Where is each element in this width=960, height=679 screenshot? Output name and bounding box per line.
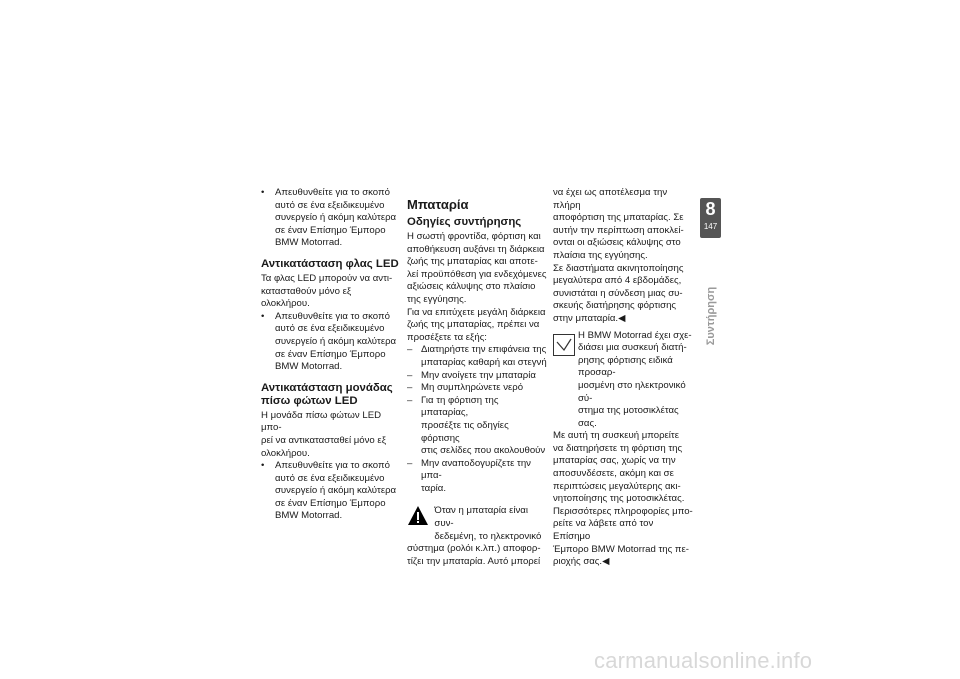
note-text: Με αυτή τη συσκευή μπορείτε να διατηρήσετε τη φόρτιση της μπαταρίας σας, χωρίς να την αποσυνδέσετε, ακόμη και σε περιπτώσεις μεγαλύτερης ακι- νητοποίησης της μοτοσικλέτας. Περισσότερες πληροφορίες μπο- ρείτε να λάβετε από τον Επίσημο Έμπορο BMW Motorrad της πε- ριοχής σας.◀ bbox=[553, 430, 693, 568]
list-item bbox=[407, 370, 547, 383]
list-item bbox=[407, 395, 547, 458]
dash-mark: – bbox=[407, 344, 413, 356]
bullet-item bbox=[261, 187, 399, 250]
note-text: Η BMW Motorrad έχει σχε- διάσει μια συσκευή διατή- ρησης φόρτισης ειδικά προσαρ- μοσμένη στο ηλεκτρονικό σύ- στημα της μοτοσικλέτας σας. bbox=[578, 329, 692, 429]
list-item bbox=[407, 382, 547, 395]
list-item-text: Μη συμπληρώνετε νερό bbox=[421, 382, 524, 394]
bullet-mark: • bbox=[261, 310, 265, 322]
maintenance-list bbox=[407, 344, 547, 495]
heading-rear-light-replacement: Αντικατάσταση μονάδας πίσω φώτων LED bbox=[261, 381, 393, 407]
heading-flash-replacement: Αντικατάσταση φλας LED bbox=[261, 257, 399, 270]
list-item-text: Για τη φόρτιση της μπαταρίας, προσέξτε τις οδηγίες φόρτισης στις σελίδες που ακολουθούν bbox=[421, 394, 546, 457]
chapter-tab bbox=[700, 198, 721, 238]
list-item bbox=[407, 344, 547, 369]
battery-text: να έχει ως αποτέλεσμα την πλήρη αποφόρτιση της μπαταρίας. Σε αυτήν την περίπτωση αποκλεί- ονται οι αξιώσεις κάλυψης στο πλαίσια της εγγύησης. bbox=[553, 187, 684, 261]
text-flash-replacement: Τα φλας LED μπορούν να αντι- κατασταθούν μόνο εξ ολοκλήρου. bbox=[261, 272, 393, 310]
list-item-text: Μην αναποδογυρίζετε την μπα- ταρία. bbox=[421, 457, 531, 494]
dash-mark: – bbox=[407, 457, 413, 469]
warning-text: σύστημα (ρολόι κ.λπ.) αποφορ- τίζει την μπαταρία. Αυτό μπορεί bbox=[407, 543, 541, 567]
note-block bbox=[553, 330, 693, 569]
bullet-text: Απευθυνθείτε για το σκοπό αυτό σε ένα εξειδικευμένο συνεργείο ή ακόμη καλύτερα σε έναν Επίσημο Έμπορο BMW Motorrad. bbox=[275, 310, 397, 373]
battery-text: Σε διαστήματα ακινητοποίησης μεγαλύτερα από 4 εβδομάδες, συνιστάται η σύνδεση μιας συ- σκευής διατήρησης φόρτισης στην μπαταρία.◀ bbox=[553, 262, 684, 324]
column-left bbox=[261, 187, 399, 523]
list-item-text: Διατηρήστε την επιφάνεια της μπαταρίας καθαρή και στεγνή bbox=[421, 344, 547, 368]
watermark: carmanualsonline.info bbox=[594, 648, 813, 673]
battery-intro-text: Η σωστή φροντίδα, φόρτιση και αποθήκευση αυξάνει τη διάρκεια ζωής της μπαταρίας και αποτε- λεί προϋπόθεση για ενδεχόμενες αξιώσεις κάλυψης στο πλαίσιο της εγγύησης. bbox=[407, 231, 547, 305]
warning-block bbox=[407, 505, 547, 568]
bullet-item bbox=[261, 311, 399, 374]
list-item-text: Μην ανοίγετε την μπαταρία bbox=[421, 369, 536, 381]
bullet-text: Απευθυνθείτε για το σκοπό αυτό σε ένα εξειδικευμένο συνεργείο ή ακόμη καλύτερα σε έναν Επίσημο Έμπορο BMW Motorrad. bbox=[275, 187, 397, 249]
page-number: 147 bbox=[703, 222, 718, 231]
note-icon bbox=[553, 334, 575, 358]
bullet-item bbox=[261, 460, 399, 523]
battery-intro-text: Για να επιτύχετε μεγάλη διάρκεια ζωής της μπαταρίας, πρέπει να προσέξετε τα εξής: bbox=[407, 306, 546, 343]
warning-text: Όταν η μπαταρία είναι συν- δεδεμένη, το ηλεκτρονικό bbox=[434, 505, 542, 542]
section-label-text: Συντήρηση bbox=[705, 286, 717, 346]
bullet-mark: • bbox=[261, 187, 265, 198]
dash-mark: – bbox=[407, 369, 413, 381]
bullet-text: Απευθυνθείτε για το σκοπό αυτό σε ένα εξειδικευμένο συνεργείο ή ακόμη καλύτερα σε έναν Επίσημο Έμπορο BMW Motorrad. bbox=[275, 460, 397, 522]
dash-mark: – bbox=[407, 382, 413, 394]
dash-mark: – bbox=[407, 394, 413, 406]
warning-icon bbox=[407, 505, 430, 529]
chapter-number: 8 bbox=[705, 199, 716, 219]
column-middle bbox=[407, 197, 547, 568]
text-rear-light-replacement: Η μονάδα πίσω φώτων LED μπο- ρεί να αντικατασταθεί μόνο εξ ολοκλήρου. bbox=[261, 409, 386, 459]
column-right bbox=[553, 187, 693, 569]
section-title: Μπαταρία bbox=[407, 197, 469, 212]
section-label bbox=[700, 282, 721, 352]
section-subtitle: Οδηγίες συντήρησης bbox=[407, 216, 522, 228]
list-item bbox=[407, 458, 547, 496]
bullet-mark: • bbox=[261, 460, 265, 472]
